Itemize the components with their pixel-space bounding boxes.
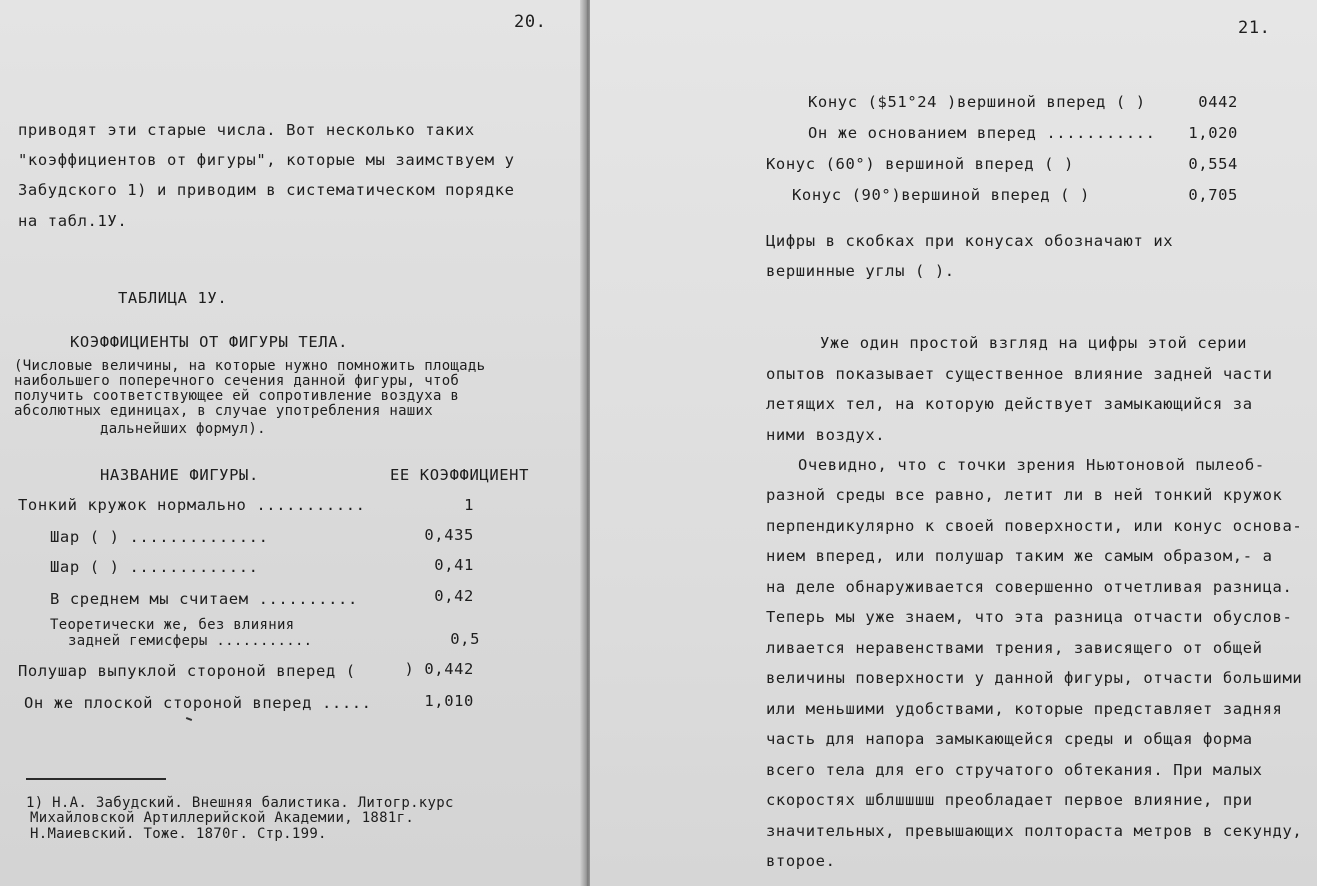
body-line: Уже один простой взгляд на цифры этой серии [820,334,1248,352]
footnote-rule [26,778,166,780]
cone-row-name: Конус (60°) вершиной вперед ( ) [766,155,1074,173]
cone-row-value: 0,705 [1188,186,1238,204]
intro-line: приводят эти старые числа. Вот несколько таких [18,121,475,139]
body-line: скоростях шблшшшш преобладает первое влияние, при [766,791,1253,809]
body-line: величины поверхности у данной фигуры, отчасти большими [766,669,1303,687]
body-line: или меньшими удобствами, которые представляет задняя [766,700,1283,718]
intro-line: "коэффициентов от фигуры", которые мы заимствуем у [18,151,515,169]
body-line: нием вперед, или полушар таким же самым образом,- а [766,547,1273,565]
table-note-line: абсолютных единицах, в случае употребления наших [14,403,433,419]
body-line: всего тела для его стручатого обтекания. При малых [766,761,1263,779]
ink-mark [186,717,192,721]
body-line: разной среды все равно, летит ли в ней тонкий кружок [766,486,1283,504]
table-row-value: 0,5 [450,630,480,648]
intro-line: на табл.1У. [18,212,128,230]
table-row-value: 1,010 [424,692,474,710]
intro-line: Забудского 1) и приводим в систематическом порядке [18,181,515,199]
body-line: перпендикулярно к своей поверхности, или конус основа- [766,517,1303,535]
body-line: летящих тел, на которую действует замыкающийся за [766,395,1253,413]
table-row-name: Шар ( ) .............. [50,528,269,546]
table-row-name: задней гемисферы ........... [68,633,313,649]
table-note-line: дальнейших формул). [100,421,266,437]
cone-note-line: Цифры в скобках при конусах обозначают их [766,232,1174,250]
table-row-name: В среднем мы считаем .......... [50,590,358,608]
footnote-line: Михайловской Артиллерийской Академии, 1881г. [30,810,415,826]
table-row-name: Полушар выпуклой стороной вперед ( [18,662,356,680]
page-number: 21. [1238,18,1271,38]
table-row-value: ) 0,442 [404,660,474,678]
cone-note-line: вершинные углы ( ). [766,262,955,280]
body-line: значительных, превышающих полтораста метров в секунду, [766,822,1303,840]
body-line: Очевидно, что с точки зрения Ньютоновой пылеоб- [798,456,1265,474]
table-row-value: 0,435 [424,526,474,544]
table-row-name: Он же плоской стороной вперед ..... [24,694,372,712]
body-line: часть для напора замыкающейся среды и общая форма [766,730,1253,748]
body-line: Теперь мы уже знаем, что эта разница отчасти обуслов- [766,608,1293,626]
body-line: второе. [766,852,836,870]
cone-row-name: Конус ($51°24 )вершиной вперед ( ) [808,93,1146,111]
table-title: ТАБЛИЦА 1У. [118,289,228,307]
table-row-value: 1 [464,496,474,514]
body-line: ливается неравенствами трения, зависящего от общей [766,639,1263,657]
footnote-line: Н.Маиевский. Тоже. 1870г. Стр.199. [30,826,327,842]
table-row-name: Тонкий кружок нормально ........... [18,496,366,514]
table-row-name: Теоретически же, без влияния [50,617,295,633]
left-page [0,0,586,886]
cone-row-name: Он же основанием вперед ........... [808,124,1156,142]
table-row-name: Шар ( ) ............. [50,558,259,576]
cone-row-value: 0,554 [1188,155,1238,173]
body-line: ними воздух. [766,426,886,444]
table-row-value: 0,42 [434,587,474,605]
table-note-line: наибольшего поперечного сечения данной фигуры, чтоб [14,373,460,389]
page-number: 20. [514,12,547,32]
cone-row-value: 0442 [1198,93,1238,111]
table-header-coefficient: ЕЕ КОЭФФИЦИЕНТ [390,466,530,484]
right-page [590,0,1317,886]
cone-row-name: Конус (90°)вершиной вперед ( ) [792,186,1090,204]
table-header-name: НАЗВАНИЕ ФИГУРЫ. [100,466,259,484]
table-subtitle: КОЭФФИЦИЕНТЫ ОТ ФИГУРЫ ТЕЛА. [70,333,349,351]
table-note-line: получить соответствующее ей сопротивление воздуха в [14,388,460,404]
table-note-line: (Числовые величины, на которые нужно помножить площадь [14,358,486,374]
table-row-value: 0,41 [434,556,474,574]
cone-row-value: 1,020 [1188,124,1238,142]
body-line: на деле обнаруживается совершенно отчетливая разница. [766,578,1293,596]
body-line: опытов показывает существенное влияние задней части [766,365,1273,383]
footnote-line: 1) Н.А. Забудский. Внешняя балистика. Литогр.курс [26,795,454,811]
